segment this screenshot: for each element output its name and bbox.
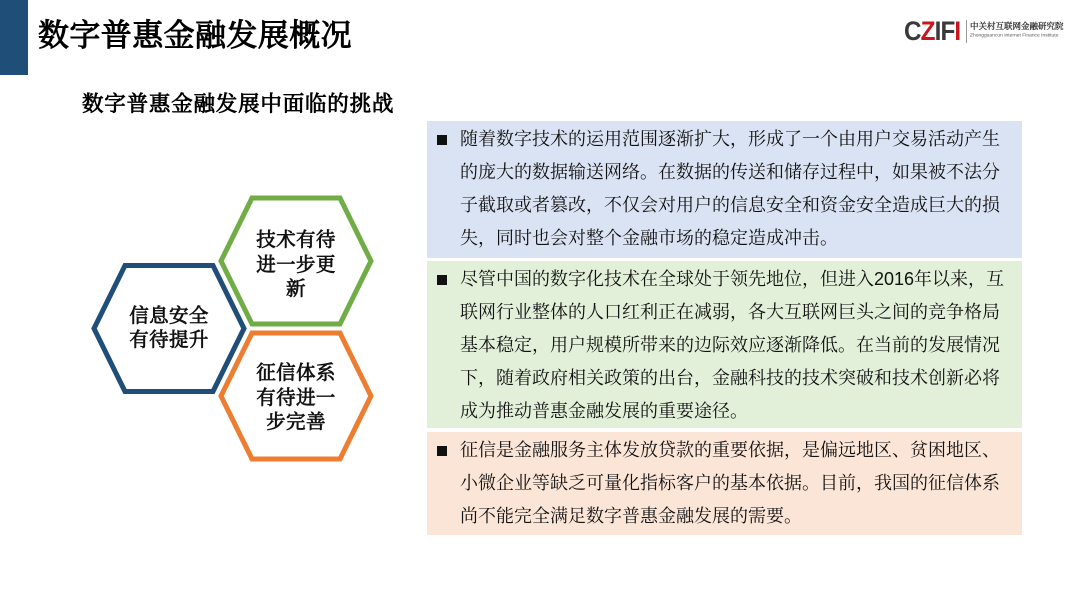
hexagon-label-line: 信息安全	[129, 304, 209, 327]
square-bullet-icon	[437, 446, 447, 456]
logo-letter: Z	[920, 16, 935, 46]
hexagon-label-line: 新	[286, 278, 306, 300]
card-text-line: 基本稳定，用户规模所带来的边际效应逐渐降低。在当前的发展情况	[460, 335, 1000, 355]
card-text-line: 成为推动普惠金融发展的重要途径。	[460, 401, 748, 421]
card-text-line: 的庞大的数据输送网络。在数据的传送和储存过程中，如果被不法分	[460, 162, 1000, 182]
hexagon-label-line: 技术有待	[256, 229, 336, 251]
card-text-line: 子截取或者篡改，不仅会对用户的信息安全和资金安全造成巨大的损	[460, 195, 1000, 215]
card-text	[460, 123, 1000, 255]
hexagon-label-line: 征信体系	[256, 362, 336, 384]
card-text	[460, 434, 1000, 533]
card-text-line: 联网行业整体的人口红利正在减弱，各大互联网巨头之间的竞争格局	[460, 302, 1000, 322]
logo-letter: C	[904, 16, 921, 46]
logo-name-en: Zhongguancun Internet Finance Institute	[970, 33, 1059, 38]
hexagon-label-line: 有待进一	[256, 386, 336, 409]
page-title: 数字普惠金融发展概况	[38, 18, 352, 53]
card-text-line: 下，随着政府相关政策的出台，金融科技的技术突破和技术创新必将	[460, 368, 1000, 388]
header-accent-bar	[0, 0, 28, 75]
challenge-card-data-security	[427, 121, 1022, 258]
challenge-card-credit-system	[427, 432, 1022, 535]
hexagon-information-security-label	[99, 304, 239, 353]
hexagon-credit-system-label	[226, 361, 366, 435]
card-text-line: 征信是金融服务主体发放贷款的重要依据，是偏远地区、贫困地区、	[460, 440, 1000, 460]
card-text	[460, 263, 1004, 428]
square-bullet-icon	[437, 275, 447, 285]
square-bullet-icon	[437, 135, 447, 145]
card-text-line: 小微企业等缺乏可量化指标客户的基本依据。目前，我国的征信体系	[460, 473, 1000, 493]
logo-letter: I	[934, 16, 941, 46]
hexagon-label-line: 有待提升	[129, 329, 209, 351]
hexagon-technology-label	[226, 228, 366, 302]
logo-mark	[904, 18, 960, 45]
card-text-line: 失，同时也会对整个金融市场的稳定造成冲击。	[460, 228, 838, 248]
logo-name-cn: 中关村互联网金融研究院	[970, 21, 1064, 31]
card-text-line: 随着数字技术的运用范围逐渐扩大，形成了一个由用户交易活动产生	[460, 129, 1000, 149]
challenge-card-technology	[427, 261, 1022, 428]
logo-divider	[966, 20, 967, 43]
institute-logo	[904, 18, 1074, 46]
hexagon-label-line: 步完善	[266, 411, 326, 433]
section-subtitle: 数字普惠金融发展中面临的挑战	[82, 92, 395, 116]
hexagon-label-line: 进一步更	[256, 253, 336, 276]
card-text-line: 尽管中国的数字化技术在全球处于领先地位，但进入2016年以来，互	[460, 269, 1005, 289]
card-text-line: 尚不能完全满足数字普惠金融发展的需要。	[460, 506, 802, 526]
logo-letter: I	[954, 16, 961, 46]
logo-letter: F	[940, 16, 955, 46]
